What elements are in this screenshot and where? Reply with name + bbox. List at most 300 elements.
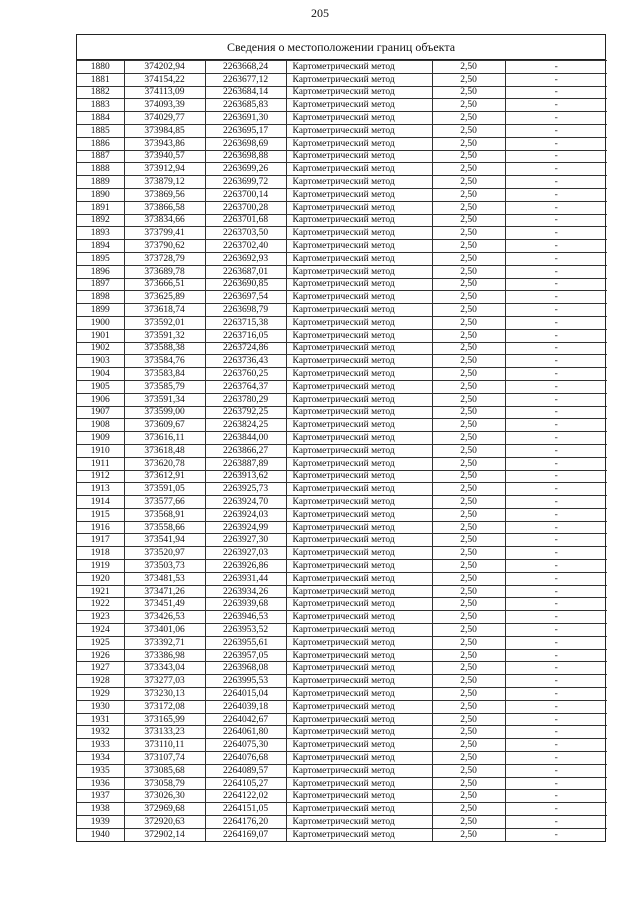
precision-cell: 2,50	[432, 61, 505, 74]
x-coordinate-cell: 373471,26	[124, 585, 205, 598]
point-number-cell: 1905	[77, 380, 124, 393]
x-coordinate-cell: 373728,79	[124, 252, 205, 265]
precision-cell: 2,50	[432, 675, 505, 688]
method-cell: Картометрический метод	[286, 265, 432, 278]
method-cell: Картометрический метод	[286, 291, 432, 304]
point-number-cell: 1888	[77, 163, 124, 176]
point-number-cell: 1898	[77, 291, 124, 304]
description-cell: -	[505, 163, 607, 176]
precision-cell: 2,50	[432, 86, 505, 99]
y-coordinate-cell: 2263957,05	[205, 649, 286, 662]
description-cell: -	[505, 816, 607, 829]
y-coordinate-cell: 2263697,54	[205, 291, 286, 304]
description-cell: -	[505, 662, 607, 675]
table-row	[77, 624, 607, 637]
precision-cell: 2,50	[432, 419, 505, 432]
method-cell: Картометрический метод	[286, 112, 432, 125]
precision-cell: 2,50	[432, 688, 505, 701]
table-row	[77, 316, 607, 329]
y-coordinate-cell: 2263702,40	[205, 240, 286, 253]
y-coordinate-cell: 2263824,25	[205, 419, 286, 432]
precision-cell: 2,50	[432, 636, 505, 649]
description-cell: -	[505, 508, 607, 521]
x-coordinate-cell: 373984,85	[124, 124, 205, 137]
table-row	[77, 86, 607, 99]
y-coordinate-cell: 2264039,18	[205, 700, 286, 713]
precision-cell: 2,50	[432, 521, 505, 534]
description-cell: -	[505, 636, 607, 649]
table-row	[77, 764, 607, 777]
table-row	[77, 252, 607, 265]
y-coordinate-cell: 2263927,30	[205, 534, 286, 547]
page-number: 205	[311, 6, 329, 20]
method-cell: Картометрический метод	[286, 496, 432, 509]
precision-cell: 2,50	[432, 726, 505, 739]
table-row	[77, 99, 607, 112]
method-cell: Картометрический метод	[286, 227, 432, 240]
x-coordinate-cell: 373583,84	[124, 368, 205, 381]
description-cell: -	[505, 176, 607, 189]
description-cell: -	[505, 316, 607, 329]
precision-cell: 2,50	[432, 380, 505, 393]
description-cell: -	[505, 137, 607, 150]
x-coordinate-cell: 373520,97	[124, 547, 205, 560]
description-cell: -	[505, 252, 607, 265]
y-coordinate-cell: 2263955,61	[205, 636, 286, 649]
coordinates-table	[77, 60, 607, 841]
table-row	[77, 585, 607, 598]
y-coordinate-cell: 2263700,14	[205, 188, 286, 201]
x-coordinate-cell: 374093,39	[124, 99, 205, 112]
y-coordinate-cell: 2263913,62	[205, 470, 286, 483]
point-number-cell: 1940	[77, 828, 124, 840]
method-cell: Картометрический метод	[286, 585, 432, 598]
precision-cell: 2,50	[432, 649, 505, 662]
x-coordinate-cell: 373834,66	[124, 214, 205, 227]
description-cell: -	[505, 611, 607, 624]
precision-cell: 2,50	[432, 777, 505, 790]
x-coordinate-cell: 373392,71	[124, 636, 205, 649]
table-row	[77, 406, 607, 419]
point-number-cell: 1882	[77, 86, 124, 99]
table-row	[77, 803, 607, 816]
x-coordinate-cell: 373591,32	[124, 329, 205, 342]
x-coordinate-cell: 373591,05	[124, 483, 205, 496]
method-cell: Картометрический метод	[286, 726, 432, 739]
point-number-cell: 1926	[77, 649, 124, 662]
table-row	[77, 547, 607, 560]
method-cell: Картометрический метод	[286, 752, 432, 765]
description-cell: -	[505, 444, 607, 457]
description-cell: -	[505, 73, 607, 86]
x-coordinate-cell: 373558,66	[124, 521, 205, 534]
y-coordinate-cell: 2263792,25	[205, 406, 286, 419]
x-coordinate-cell: 373503,73	[124, 560, 205, 573]
point-number-cell: 1901	[77, 329, 124, 342]
x-coordinate-cell: 373584,76	[124, 355, 205, 368]
y-coordinate-cell: 2263690,85	[205, 278, 286, 291]
precision-cell: 2,50	[432, 816, 505, 829]
y-coordinate-cell: 2263698,88	[205, 150, 286, 163]
description-cell: -	[505, 278, 607, 291]
point-number-cell: 1929	[77, 688, 124, 701]
precision-cell: 2,50	[432, 393, 505, 406]
x-coordinate-cell: 373481,53	[124, 572, 205, 585]
y-coordinate-cell: 2263931,44	[205, 572, 286, 585]
description-cell: -	[505, 560, 607, 573]
precision-cell: 2,50	[432, 700, 505, 713]
x-coordinate-cell: 373620,78	[124, 457, 205, 470]
method-cell: Картометрический метод	[286, 380, 432, 393]
description-cell: -	[505, 112, 607, 125]
y-coordinate-cell: 2264042,67	[205, 713, 286, 726]
y-coordinate-cell: 2263927,03	[205, 547, 286, 560]
precision-cell: 2,50	[432, 163, 505, 176]
table-row	[77, 572, 607, 585]
precision-cell: 2,50	[432, 240, 505, 253]
point-number-cell: 1910	[77, 444, 124, 457]
x-coordinate-cell: 373577,66	[124, 496, 205, 509]
precision-cell: 2,50	[432, 585, 505, 598]
point-number-cell: 1928	[77, 675, 124, 688]
description-cell: -	[505, 432, 607, 445]
table-row	[77, 355, 607, 368]
y-coordinate-cell: 2263780,29	[205, 393, 286, 406]
method-cell: Картометрический метод	[286, 252, 432, 265]
y-coordinate-cell: 2263699,26	[205, 163, 286, 176]
point-number-cell: 1917	[77, 534, 124, 547]
description-cell: -	[505, 828, 607, 840]
precision-cell: 2,50	[432, 316, 505, 329]
description-cell: -	[505, 624, 607, 637]
description-cell: -	[505, 649, 607, 662]
precision-cell: 2,50	[432, 764, 505, 777]
y-coordinate-cell: 2264015,04	[205, 688, 286, 701]
method-cell: Картометрический метод	[286, 777, 432, 790]
x-coordinate-cell: 374154,22	[124, 73, 205, 86]
x-coordinate-cell: 374029,77	[124, 112, 205, 125]
x-coordinate-cell: 373107,74	[124, 752, 205, 765]
table-row	[77, 444, 607, 457]
table-row	[77, 393, 607, 406]
method-cell: Картометрический метод	[286, 240, 432, 253]
method-cell: Картометрический метод	[286, 547, 432, 560]
method-cell: Картометрический метод	[286, 393, 432, 406]
table-row	[77, 214, 607, 227]
y-coordinate-cell: 2263924,99	[205, 521, 286, 534]
y-coordinate-cell: 2263934,26	[205, 585, 286, 598]
method-cell: Картометрический метод	[286, 483, 432, 496]
method-cell: Картометрический метод	[286, 150, 432, 163]
description-cell: -	[505, 534, 607, 547]
table-row	[77, 227, 607, 240]
x-coordinate-cell: 373799,41	[124, 227, 205, 240]
precision-cell: 2,50	[432, 291, 505, 304]
x-coordinate-cell: 373401,06	[124, 624, 205, 637]
point-number-cell: 1892	[77, 214, 124, 227]
x-coordinate-cell: 372920,63	[124, 816, 205, 829]
y-coordinate-cell: 2264061,80	[205, 726, 286, 739]
precision-cell: 2,50	[432, 188, 505, 201]
description-cell: -	[505, 598, 607, 611]
table-row	[77, 73, 607, 86]
description-cell: -	[505, 790, 607, 803]
y-coordinate-cell: 2264089,57	[205, 764, 286, 777]
precision-cell: 2,50	[432, 444, 505, 457]
table-row	[77, 432, 607, 445]
precision-cell: 2,50	[432, 214, 505, 227]
x-coordinate-cell: 373110,11	[124, 739, 205, 752]
table-row	[77, 329, 607, 342]
table-row	[77, 368, 607, 381]
x-coordinate-cell: 373058,79	[124, 777, 205, 790]
description-cell: -	[505, 585, 607, 598]
method-cell: Картометрический метод	[286, 534, 432, 547]
table-row	[77, 380, 607, 393]
point-number-cell: 1889	[77, 176, 124, 189]
x-coordinate-cell: 373541,94	[124, 534, 205, 547]
description-cell: -	[505, 304, 607, 317]
point-number-cell: 1890	[77, 188, 124, 201]
point-number-cell: 1893	[77, 227, 124, 240]
description-cell: -	[505, 764, 607, 777]
description-cell: -	[505, 124, 607, 137]
y-coordinate-cell: 2263700,28	[205, 201, 286, 214]
table-row	[77, 457, 607, 470]
precision-cell: 2,50	[432, 662, 505, 675]
y-coordinate-cell: 2264122,02	[205, 790, 286, 803]
table-row	[77, 739, 607, 752]
y-coordinate-cell: 2263703,50	[205, 227, 286, 240]
y-coordinate-cell: 2263995,53	[205, 675, 286, 688]
table-row	[77, 828, 607, 840]
x-coordinate-cell: 373869,56	[124, 188, 205, 201]
point-number-cell: 1904	[77, 368, 124, 381]
table-row	[77, 777, 607, 790]
y-coordinate-cell: 2263685,83	[205, 99, 286, 112]
point-number-cell: 1886	[77, 137, 124, 150]
y-coordinate-cell: 2263924,03	[205, 508, 286, 521]
point-number-cell: 1900	[77, 316, 124, 329]
y-coordinate-cell: 2263668,24	[205, 61, 286, 74]
method-cell: Картометрический метод	[286, 803, 432, 816]
x-coordinate-cell: 373912,94	[124, 163, 205, 176]
y-coordinate-cell: 2263716,05	[205, 329, 286, 342]
method-cell: Картометрический метод	[286, 470, 432, 483]
table-row	[77, 163, 607, 176]
point-number-cell: 1913	[77, 483, 124, 496]
table-row	[77, 483, 607, 496]
method-cell: Картометрический метод	[286, 508, 432, 521]
point-number-cell: 1887	[77, 150, 124, 163]
precision-cell: 2,50	[432, 496, 505, 509]
x-coordinate-cell: 373609,67	[124, 419, 205, 432]
precision-cell: 2,50	[432, 457, 505, 470]
method-cell: Картометрический метод	[286, 598, 432, 611]
precision-cell: 2,50	[432, 560, 505, 573]
x-coordinate-cell: 372902,14	[124, 828, 205, 840]
x-coordinate-cell: 374113,09	[124, 86, 205, 99]
table-row	[77, 61, 607, 74]
point-number-cell: 1932	[77, 726, 124, 739]
x-coordinate-cell: 373599,00	[124, 406, 205, 419]
precision-cell: 2,50	[432, 355, 505, 368]
x-coordinate-cell: 373790,62	[124, 240, 205, 253]
precision-cell: 2,50	[432, 112, 505, 125]
method-cell: Картометрический метод	[286, 368, 432, 381]
method-cell: Картометрический метод	[286, 636, 432, 649]
y-coordinate-cell: 2264075,30	[205, 739, 286, 752]
description-cell: -	[505, 713, 607, 726]
precision-cell: 2,50	[432, 304, 505, 317]
y-coordinate-cell: 2263866,27	[205, 444, 286, 457]
precision-cell: 2,50	[432, 368, 505, 381]
point-number-cell: 1883	[77, 99, 124, 112]
description-cell: -	[505, 752, 607, 765]
point-number-cell: 1915	[77, 508, 124, 521]
x-coordinate-cell: 373277,03	[124, 675, 205, 688]
y-coordinate-cell: 2263724,86	[205, 342, 286, 355]
precision-cell: 2,50	[432, 176, 505, 189]
method-cell: Картометрический метод	[286, 316, 432, 329]
point-number-cell: 1896	[77, 265, 124, 278]
table-row	[77, 278, 607, 291]
y-coordinate-cell: 2263677,12	[205, 73, 286, 86]
y-coordinate-cell: 2263687,01	[205, 265, 286, 278]
table-row	[77, 188, 607, 201]
table-row	[77, 124, 607, 137]
method-cell: Картометрический метод	[286, 444, 432, 457]
method-cell: Картометрический метод	[286, 355, 432, 368]
table-row	[77, 470, 607, 483]
precision-cell: 2,50	[432, 73, 505, 86]
point-number-cell: 1891	[77, 201, 124, 214]
x-coordinate-cell: 373585,79	[124, 380, 205, 393]
precision-cell: 2,50	[432, 137, 505, 150]
table-row	[77, 688, 607, 701]
point-number-cell: 1930	[77, 700, 124, 713]
method-cell: Картометрический метод	[286, 521, 432, 534]
precision-cell: 2,50	[432, 483, 505, 496]
table-row	[77, 176, 607, 189]
method-cell: Картометрический метод	[286, 214, 432, 227]
x-coordinate-cell: 373943,86	[124, 137, 205, 150]
precision-cell: 2,50	[432, 329, 505, 342]
description-cell: -	[505, 342, 607, 355]
y-coordinate-cell: 2263715,38	[205, 316, 286, 329]
description-cell: -	[505, 86, 607, 99]
x-coordinate-cell: 373618,48	[124, 444, 205, 457]
point-number-cell: 1935	[77, 764, 124, 777]
point-number-cell: 1927	[77, 662, 124, 675]
description-cell: -	[505, 457, 607, 470]
description-cell: -	[505, 99, 607, 112]
precision-cell: 2,50	[432, 124, 505, 137]
point-number-cell: 1921	[77, 585, 124, 598]
table-row	[77, 201, 607, 214]
point-number-cell: 1881	[77, 73, 124, 86]
method-cell: Картометрический метод	[286, 163, 432, 176]
description-cell: -	[505, 393, 607, 406]
point-number-cell: 1894	[77, 240, 124, 253]
method-cell: Картометрический метод	[286, 828, 432, 840]
method-cell: Картометрический метод	[286, 304, 432, 317]
y-coordinate-cell: 2263691,30	[205, 112, 286, 125]
method-cell: Картометрический метод	[286, 201, 432, 214]
x-coordinate-cell: 373940,57	[124, 150, 205, 163]
point-number-cell: 1902	[77, 342, 124, 355]
table-row	[77, 752, 607, 765]
method-cell: Картометрический метод	[286, 688, 432, 701]
description-cell: -	[505, 329, 607, 342]
y-coordinate-cell: 2263698,79	[205, 304, 286, 317]
description-cell: -	[505, 214, 607, 227]
y-coordinate-cell: 2263946,53	[205, 611, 286, 624]
table-row	[77, 496, 607, 509]
y-coordinate-cell: 2263692,93	[205, 252, 286, 265]
point-number-cell: 1922	[77, 598, 124, 611]
point-number-cell: 1885	[77, 124, 124, 137]
y-coordinate-cell: 2263887,89	[205, 457, 286, 470]
x-coordinate-cell: 373085,68	[124, 764, 205, 777]
description-cell: -	[505, 803, 607, 816]
precision-cell: 2,50	[432, 739, 505, 752]
point-number-cell: 1931	[77, 713, 124, 726]
precision-cell: 2,50	[432, 790, 505, 803]
point-number-cell: 1884	[77, 112, 124, 125]
table-row	[77, 636, 607, 649]
table-row	[77, 649, 607, 662]
precision-cell: 2,50	[432, 611, 505, 624]
y-coordinate-cell: 2263925,73	[205, 483, 286, 496]
table-row	[77, 611, 607, 624]
precision-cell: 2,50	[432, 278, 505, 291]
description-cell: -	[505, 777, 607, 790]
point-number-cell: 1933	[77, 739, 124, 752]
y-coordinate-cell: 2263764,37	[205, 380, 286, 393]
method-cell: Картометрический метод	[286, 675, 432, 688]
method-cell: Картометрический метод	[286, 739, 432, 752]
method-cell: Картометрический метод	[286, 329, 432, 342]
x-coordinate-cell: 373343,04	[124, 662, 205, 675]
point-number-cell: 1911	[77, 457, 124, 470]
description-cell: -	[505, 240, 607, 253]
x-coordinate-cell: 373591,34	[124, 393, 205, 406]
method-cell: Картометрический метод	[286, 99, 432, 112]
method-cell: Картометрический метод	[286, 700, 432, 713]
method-cell: Картометрический метод	[286, 713, 432, 726]
y-coordinate-cell: 2263698,69	[205, 137, 286, 150]
method-cell: Картометрический метод	[286, 137, 432, 150]
x-coordinate-cell: 373133,23	[124, 726, 205, 739]
description-cell: -	[505, 483, 607, 496]
point-number-cell: 1919	[77, 560, 124, 573]
table-row	[77, 240, 607, 253]
description-cell: -	[505, 380, 607, 393]
method-cell: Картометрический метод	[286, 457, 432, 470]
x-coordinate-cell: 373592,01	[124, 316, 205, 329]
x-coordinate-cell: 373666,51	[124, 278, 205, 291]
y-coordinate-cell: 2263736,43	[205, 355, 286, 368]
point-number-cell: 1939	[77, 816, 124, 829]
point-number-cell: 1897	[77, 278, 124, 291]
table-title: Сведения о местоположении границ объекта	[77, 35, 605, 60]
table-row	[77, 560, 607, 573]
precision-cell: 2,50	[432, 432, 505, 445]
precision-cell: 2,50	[432, 534, 505, 547]
precision-cell: 2,50	[432, 227, 505, 240]
precision-cell: 2,50	[432, 572, 505, 585]
